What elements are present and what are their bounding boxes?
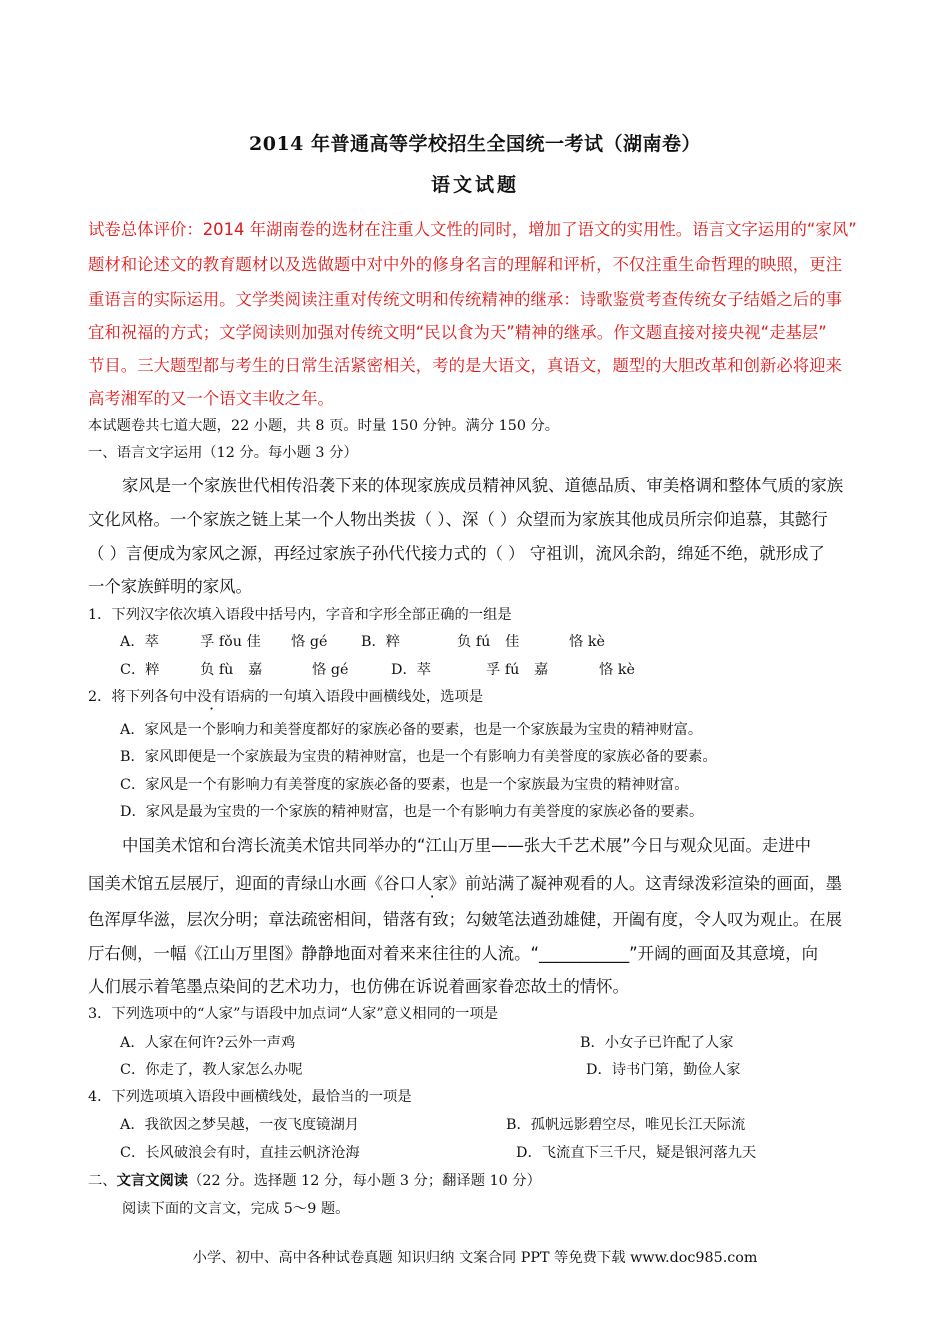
dotted-word-renjia: 人家 bbox=[415, 874, 449, 893]
q1-option-b-part: 负 fú bbox=[457, 634, 491, 650]
exam-subtitle: 语文试题 bbox=[430, 174, 519, 196]
q4-option-b: B．孤帆远影碧空尽，唯见长江天际流 bbox=[506, 1117, 746, 1133]
exam-title: 2014 年普通高等学校招生全国统一考试（湖南卷） bbox=[249, 133, 701, 155]
passage2-text: 》前站满了凝神观看的人。这青绿泼彩渲染的画面，墨 bbox=[448, 874, 842, 893]
q3-option-b: B．小女子已许配了人家 bbox=[580, 1035, 734, 1051]
q1-option-b-part: 恪 kè bbox=[569, 634, 605, 650]
passage2-line: 色浑厚华滋，层次分明；章法疏密相间，错落有致；勾皴笔法遒劲雄健，开阖有度，令人叹为观止。在展 bbox=[88, 910, 842, 929]
section2-scoring: （22 分。选择题 12 分，每小题 3 分；翻译题 10 分） bbox=[188, 1173, 541, 1189]
q1-option-c-part: 嘉 bbox=[248, 662, 263, 678]
q1-option-c-part: 负 fù bbox=[200, 662, 234, 678]
q3-option-a: A．人家在何许?云外一声鸡 bbox=[120, 1035, 296, 1051]
section1-heading: 一、语言文字运用（12 分。每小题 3 分） bbox=[88, 445, 358, 461]
evaluation-line: 试卷总体评价：2014 年湖南卷的选材在注重人文性的同时，增加了语文的实用性。语言文字运用的“家风” bbox=[88, 220, 857, 239]
question-1-stem: 1．下列汉字依次填入语段中括号内，字音和字形全部正确的一组是 bbox=[88, 607, 512, 623]
evaluation-line: 宜和祝福的方式；文学阅读则加强对传统文明“民以食为天”精神的继承。作文题直接对接央视“走基层” bbox=[88, 323, 827, 342]
evaluation-line: 高考湘军的又一个语文丰收之年。 bbox=[88, 389, 334, 408]
q1-option-d-part: 恪 kè bbox=[599, 662, 635, 678]
q1-option-a-part: 恪 gé bbox=[291, 634, 328, 650]
passage2-text: 国美术馆五层展厅，迎面的青绿山水画《谷口 bbox=[88, 874, 416, 893]
question-2-stem bbox=[88, 686, 483, 706]
q2-stem-after: 语病的一句填入语段中画横线处，选项是 bbox=[225, 689, 484, 705]
passage2-line bbox=[88, 870, 842, 894]
q2-option-d: D．家风是最为宝贵的一个家族的精神财富，也是一个有影响力有美誉度的家族必备的要素。 bbox=[120, 804, 704, 820]
q1-option-b: B．粹 bbox=[361, 634, 401, 650]
q4-option-c: C．长风破浪会有时，直挂云帆济沧海 bbox=[120, 1145, 360, 1161]
q1-option-d-part: 嘉 bbox=[534, 662, 549, 678]
passage1-line: 文化风格。一个家族之链上某一个人物出类拔（ ）、深（ ）众望而为家族其他成员所宗仰追慕，其懿行 bbox=[88, 510, 828, 529]
passage2-line: 中国美术馆和台湾长流美术馆共同举办的“江山万里——张大千艺术展”今日与观众见面。走进中 bbox=[122, 836, 811, 855]
passage2-line: 人们展示着笔墨点染间的艺术功力，也仿佛在诉说着画家眷恋故土的情怀。 bbox=[88, 977, 629, 996]
q1-option-c-part: 恪 gé bbox=[312, 662, 349, 678]
evaluation-line: 重语言的实际运用。文学类阅读注重对传统文明和传统精神的继承：诗歌鉴赏考查传统女子结婚之后的事 bbox=[88, 290, 842, 309]
evaluation-line: 节目。三大题型都与考生的日常生活紧密相关，考的是大语文，真语文，题型的大胆改革和创新必将迎来 bbox=[88, 356, 842, 375]
q1-option-c: C．粹 bbox=[120, 662, 160, 678]
page-footer: 小学、初中、高中各种试卷真题 知识归纳 文案合同 PPT 等免费下载 www.doc985.com bbox=[192, 1250, 758, 1266]
q1-option-d-part: 孚 fú bbox=[486, 662, 520, 678]
evaluation-line: 题材和论述文的教育题材以及选做题中对中外的修身名言的理解和评析，不仅注重生命哲理的映照，更注 bbox=[88, 255, 842, 274]
section2-heading bbox=[88, 1170, 541, 1190]
passage2-line: 厅右侧，一幅《江山万里图》静静地面对着来来往往的人流。“___________”开阔的画面及其意境，向 bbox=[88, 944, 818, 963]
q1-option-b-part: 佳 bbox=[505, 634, 520, 650]
q3-option-d: D．诗书门第，勤俭人家 bbox=[586, 1062, 741, 1078]
section2-title: 文言文阅读 bbox=[116, 1173, 189, 1189]
q2-stem-dotted: 没有 bbox=[197, 689, 226, 705]
passage1-line: 一个家族鲜明的家风。 bbox=[88, 577, 252, 596]
passage1-line: 家风是一个家族世代相传沿袭下来的体现家族成员精神风貌、道德品质、审美格调和整体气质的家族 bbox=[122, 476, 844, 495]
q4-option-a: A．我欲因之梦吴越，一夜飞度镜湖月 bbox=[120, 1117, 360, 1133]
passage1-line: （ ）言便成为家风之源，再经过家族子孙代代接力式的（ ） 守祖训，流风余韵，绵延不绝，就形成了 bbox=[88, 544, 825, 563]
q2-option-b: B．家风即便是一个家族最为宝贵的精神财富，也是一个有影响力有美誉度的家族必备的要素。 bbox=[120, 749, 717, 765]
section2-prefix: 二、 bbox=[88, 1173, 117, 1189]
section2-instruction: 阅读下面的文言文，完成 5～9 题。 bbox=[122, 1201, 350, 1217]
question-4-stem: 4．下列选项填入语段中画横线处，最恰当的一项是 bbox=[88, 1089, 412, 1105]
exam-intro: 本试题卷共七道大题，22 小题，共 8 页。时量 150 分钟。满分 150 分。 bbox=[88, 418, 560, 434]
q2-option-a: A．家风是一个影响力和美誉度都好的家族必备的要素，也是一个家族最为宝贵的精神财富。 bbox=[120, 722, 703, 738]
q1-option-a-part: 孚 fǒu 佳 bbox=[200, 634, 261, 650]
q3-option-c: C．你走了，教人家怎么办呢 bbox=[120, 1062, 303, 1078]
q2-stem-before: 2．将下列各句中 bbox=[88, 689, 198, 705]
q2-option-c: C．家风是一个有影响力有美誉度的家族必备的要素，也是一个家族最为宝贵的精神财富。 bbox=[120, 777, 689, 793]
question-3-stem: 3．下列选项中的“人家”与语段中加点词“人家”意义相同的一项是 bbox=[88, 1006, 499, 1022]
q1-option-a: A．萃 bbox=[120, 634, 159, 650]
q1-option-d: D．萃 bbox=[391, 662, 432, 678]
q4-option-d: D．飞流直下三千尺，疑是银河落九天 bbox=[516, 1145, 757, 1161]
